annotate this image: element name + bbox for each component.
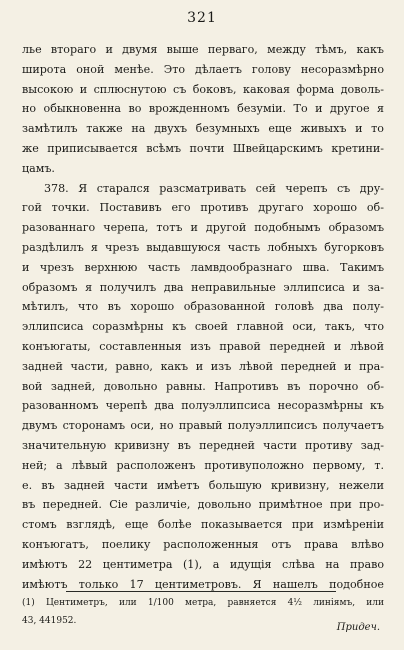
text-line: мѣтилъ, что въ хорошо образованной головѣ два полу- (22, 300, 384, 314)
text-line: е. въ задней части имѣетъ большую кривизну, нежели (22, 478, 384, 492)
text-line: разованномъ черепѣ два полуэллипсиса несоразмѣрны къ (22, 399, 384, 413)
text-line: въ передней. Сіе различіе, довольно примѣтное при про- (22, 498, 384, 512)
footnote-line: 43, 441952. (22, 616, 77, 626)
body-text (22, 40, 384, 594)
text-line: вой задней, довольно равны. Напротивъ въ порочно об- (22, 379, 384, 393)
catchword: Придеч. (336, 622, 380, 633)
text-line: высокою и сплюснутою съ боковъ, каковая форма доволь- (22, 82, 384, 96)
page-number: 321 (187, 10, 217, 26)
text-line: лье втораго и двумя выше перваго, между тѣмъ, какъ (22, 43, 384, 56)
text-line: разованнаго черепа, тотъ и другой подобнымъ образомъ (22, 221, 384, 235)
text-line: имѣютъ 22 центиметра (1), а идущія слѣва на право (22, 557, 384, 571)
text-line: но обыкновенна во врожденномъ безуміи. То и другое я (22, 102, 384, 116)
text-line: образомъ я получилъ два неправильные эллипсиса и за- (22, 280, 384, 294)
text-line: замѣтилъ также на двухъ безумныхъ еще живыхъ и то (22, 122, 384, 136)
footnote-line: (1) Центиметръ, или 1/100 метра, равняется 4½ линіямъ, или (22, 598, 384, 608)
text-line: стомъ взглядѣ, еще болѣе показывается при измѣреніи (22, 518, 384, 532)
text-line: значительную кривизну въ передней части противу зад- (22, 438, 384, 452)
text-line: гой точки. Поставивъ его противъ другаго хорошо об- (22, 201, 384, 215)
text-line: ней; а лѣвый расположенъ противуположно первому, т. (22, 458, 384, 472)
text-line: конъюгатъ, поелику расположенныя отъ права влѣво (22, 537, 384, 551)
footnote-rule (66, 591, 336, 592)
text-line: конъюгаты, составленныя изъ правой передней и лѣвой (22, 339, 384, 353)
text-line: задней части, равно, какъ и изъ лѣвой передней и пра- (22, 359, 384, 373)
paragraph-start-line: 378. Я старался разсматривать сей черепъ съ дру- (44, 181, 384, 195)
text-line: имѣютъ только 17 центиметровъ. Я нашелъ подобное (22, 577, 384, 591)
text-line: эллипсиса соразмѣрны къ своей главной оси, такъ, что (22, 320, 384, 334)
text-line: широта оной менѣе. Этo дѣлаетъ голову несоразмѣрно (22, 62, 384, 76)
text-line: и чрезъ верхнюю часть ламвдообразнаго шва. Такимъ (22, 260, 384, 274)
text-line: же приписывается всѣмъ почти Швейцарскимъ кретини- (22, 141, 384, 155)
text-line: раздѣлилъ я чрезъ выдавшуюся часть лобныхъ бугорковъ (22, 240, 384, 254)
text-line: двумъ сторонамъ оси, но правый полуэллипсисъ получаетъ (22, 419, 384, 433)
text-line: цамъ. (22, 161, 55, 175)
